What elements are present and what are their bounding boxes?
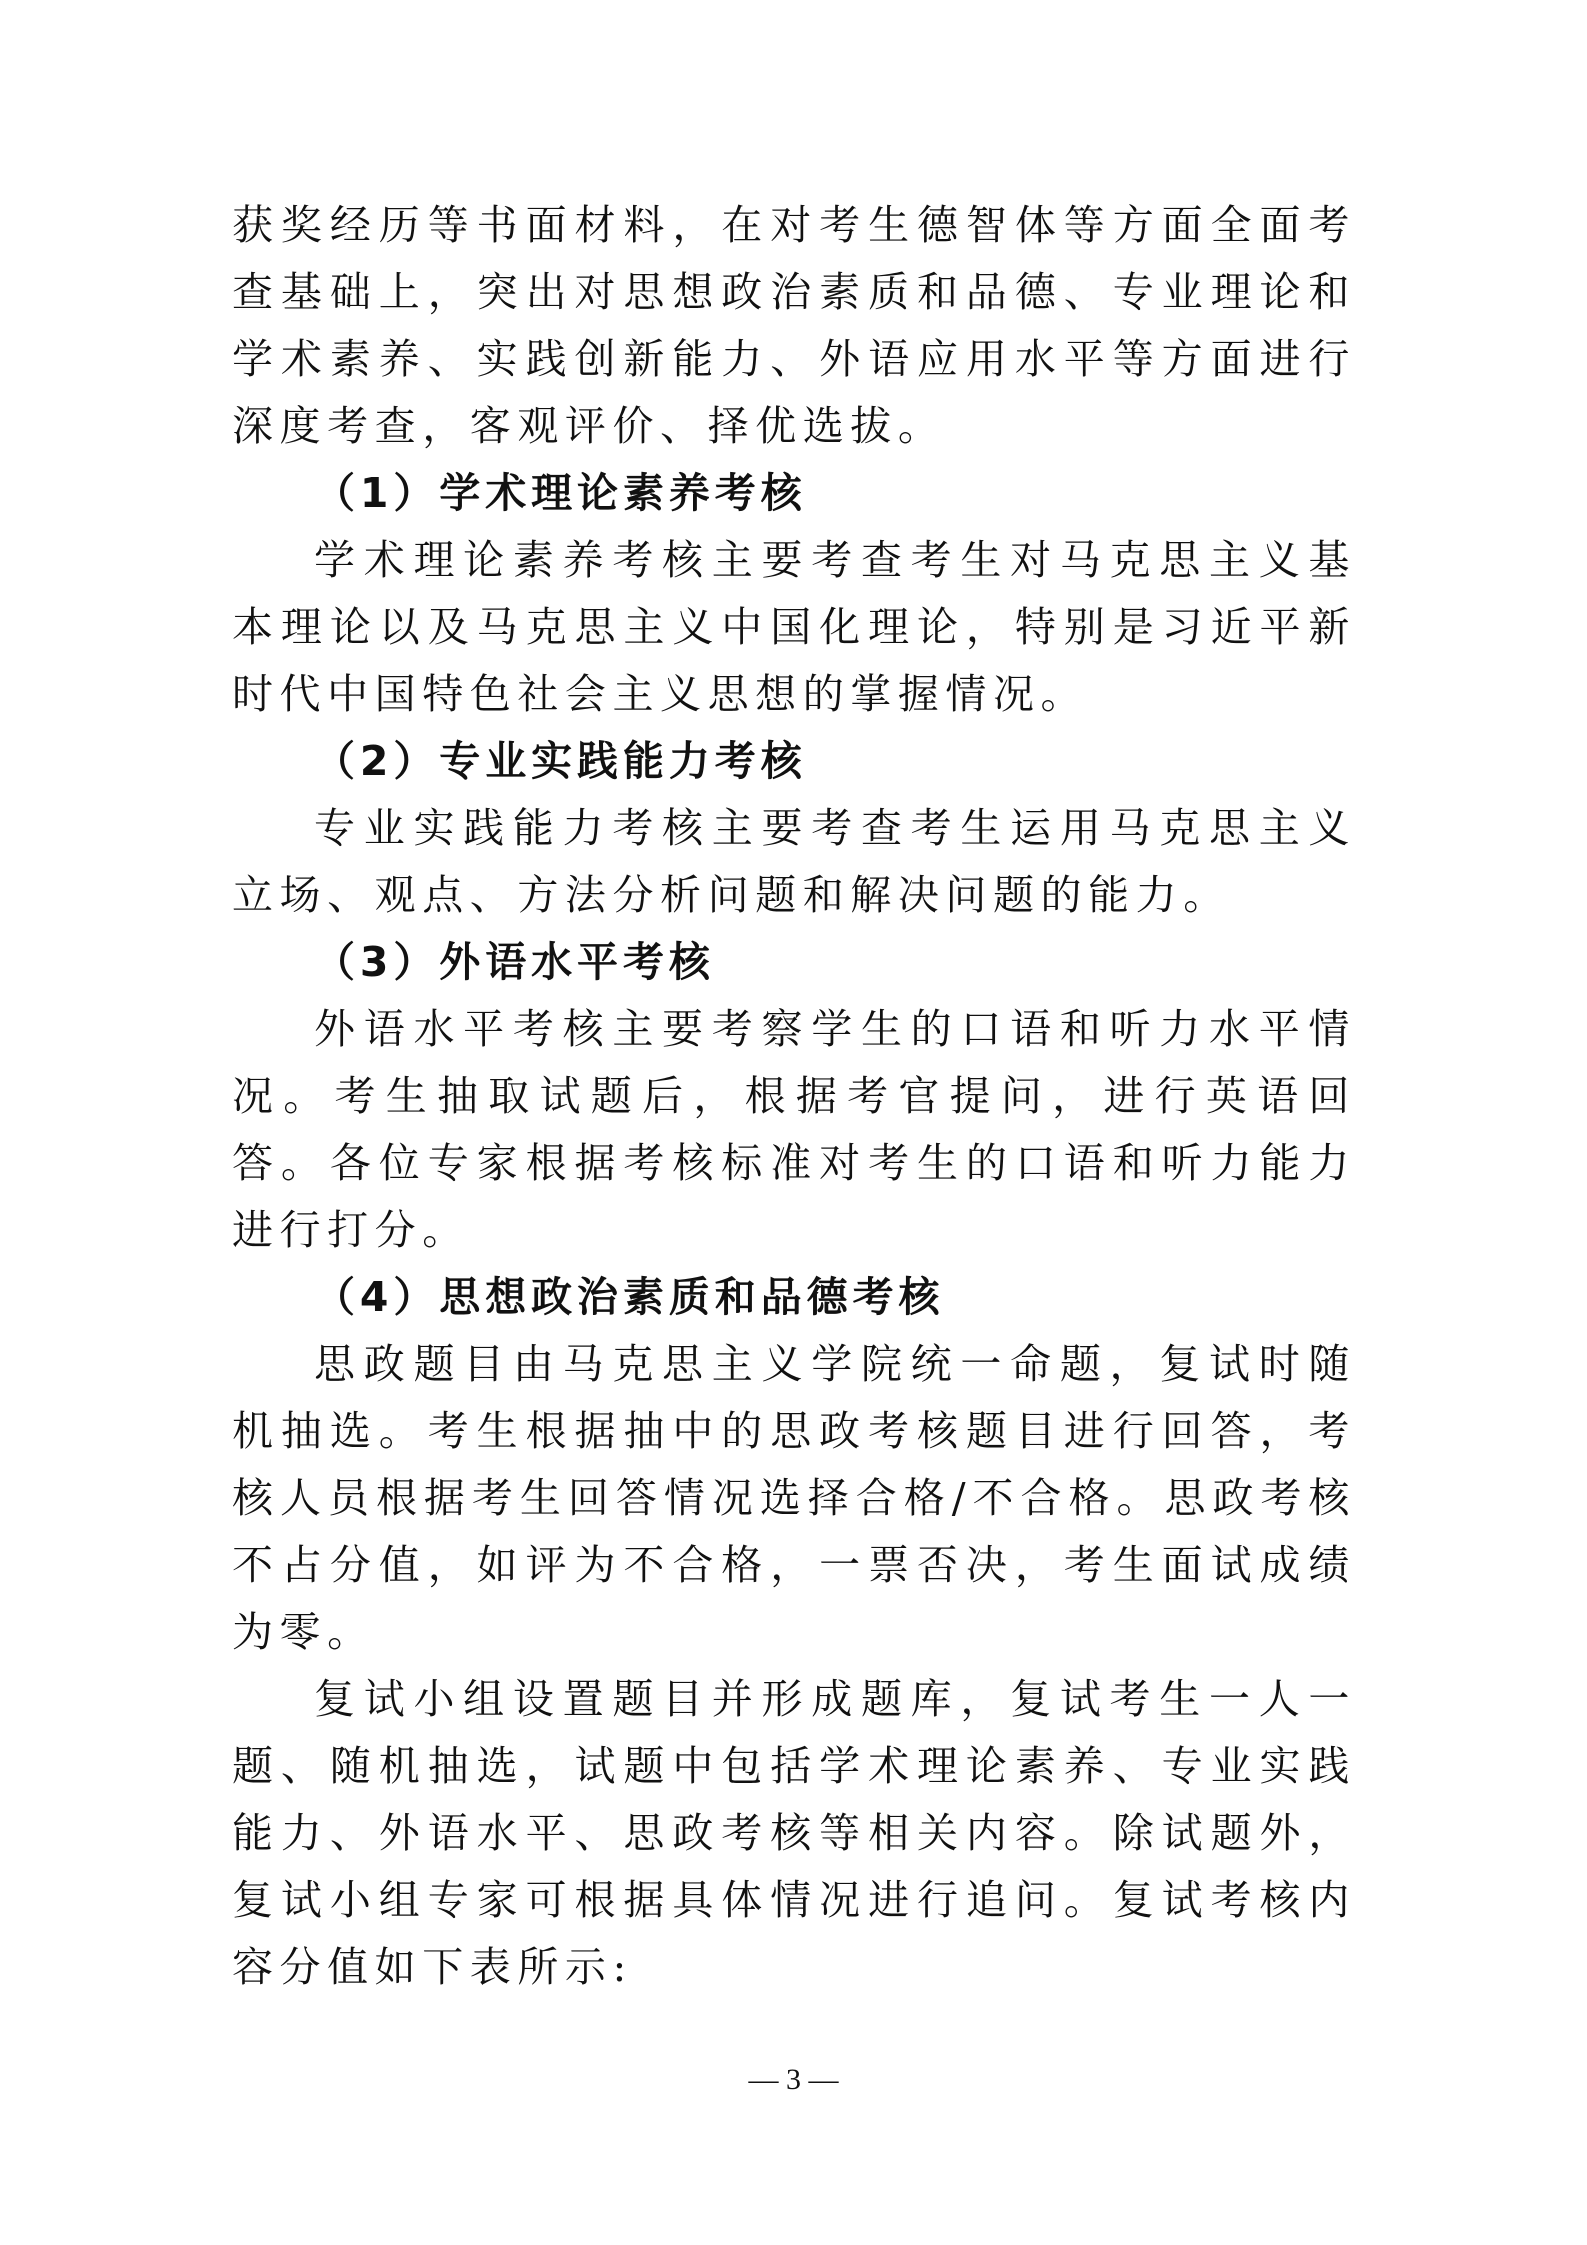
- paragraph-intro-continuation: 获奖经历等书面材料，在对考生德智体等方面全面考查基础上，突出对思想政治素质和品德、专业理论和学术素养、实践创新能力、外语应用水平等方面进行深度考查，客观评价、择优选拔。: [232, 201, 1356, 450]
- section-heading-foreign-language: （3）外语水平考核: [314, 938, 715, 986]
- section-heading-political-quality: （4）思想政治素质和品德考核: [314, 1273, 945, 1321]
- paragraph-question-bank: 复试小组设置题目并形成题库，复试考生一人一题、随机抽选，试题中包括学术理论素养、专业实践能力、外语水平、思政考核等相关内容。除试题外，复试小组专家可根据具体情况进行追问。复试考核内容分值如下表所示:: [232, 1675, 1356, 1991]
- page-number: — 3 —: [748, 2063, 839, 2096]
- paragraph-professional-practice: 专业实践能力考核主要考查考生运用马克思主义立场、观点、方法分析问题和解决问题的能力。: [232, 804, 1356, 919]
- document-body: [232, 192, 1356, 2001]
- section-heading-academic-theory: （1）学术理论素养考核: [314, 469, 807, 517]
- section-heading-professional-practice: （2）专业实践能力考核: [314, 737, 807, 785]
- paragraph-academic-theory: 学术理论素养考核主要考查考生对马克思主义基本理论以及马克思主义中国化理论，特别是习近平新时代中国特色社会主义思想的掌握情况。: [232, 536, 1356, 718]
- paragraph-foreign-language: 外语水平考核主要考察学生的口语和听力水平情况。考生抽取试题后，根据考官提问，进行英语回答。各位专家根据考核标准对考生的口语和听力能力进行打分。: [232, 1005, 1356, 1254]
- paragraph-political-quality: 思政题目由马克思主义学院统一命题，复试时随机抽选。考生根据抽中的思政考核题目进行回答，考核人员根据考生回答情况选择合格/不合格。思政考核不占分值，如评为不合格，一票否决，考生面试成绩为零。: [232, 1340, 1356, 1656]
